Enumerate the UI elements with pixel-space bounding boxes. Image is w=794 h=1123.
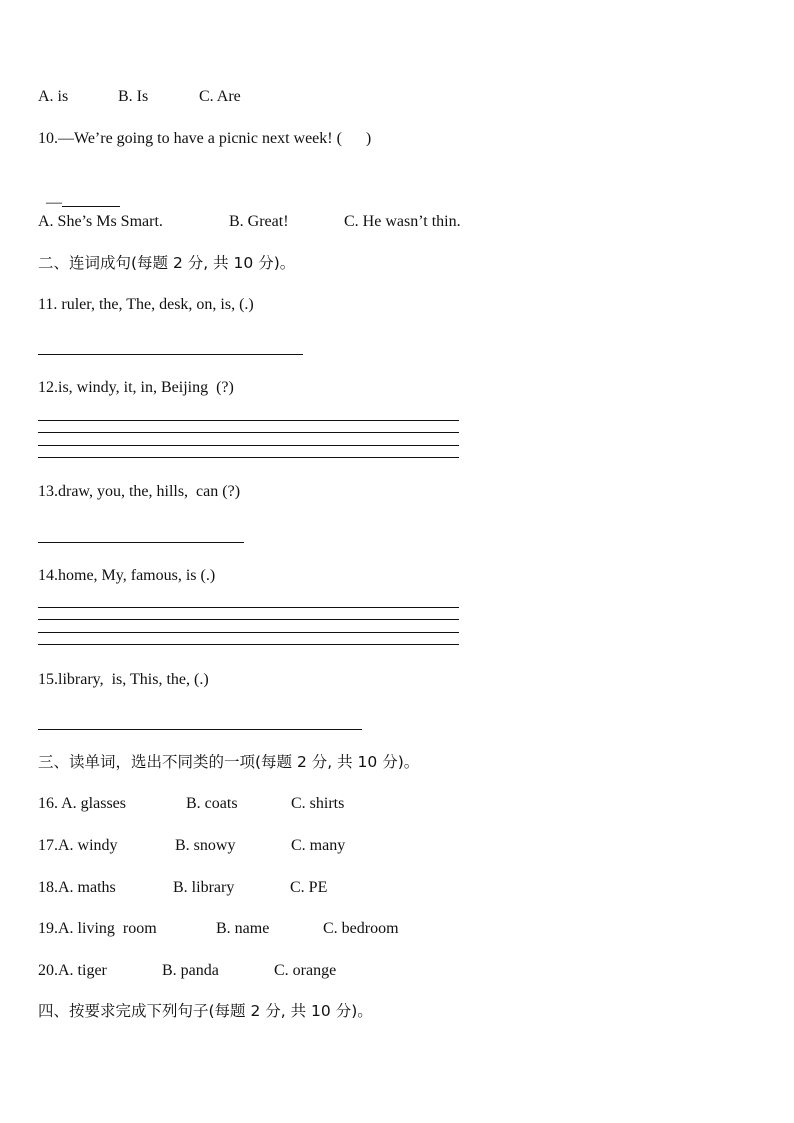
q16-option-b: B. coats <box>186 795 238 812</box>
q14-writing-line-4[interactable] <box>38 644 459 645</box>
q9-option-b: B. Is <box>118 88 149 105</box>
q14-prompt: 14.home, My, famous, is (.) <box>38 567 216 584</box>
q13-answer-line[interactable] <box>38 542 244 543</box>
section3-title: 三、读单词，选出不同类的一项(每题 2 分, 共 10 分)。 <box>38 753 420 771</box>
q20-option-a: 20.A. tiger <box>38 962 107 979</box>
q15-prompt: 15.library, is, This, the, (.) <box>38 671 209 688</box>
q12-writing-line-3[interactable] <box>38 445 459 446</box>
q19-option-a: 19.A. living room <box>38 920 157 937</box>
q17-option-b: B. snowy <box>175 837 236 854</box>
q12-writing-line-2[interactable] <box>38 432 459 433</box>
q19-option-c: C. bedroom <box>323 920 399 937</box>
section4-title: 四、按要求完成下列句子(每题 2 分, 共 10 分)。 <box>38 1002 373 1020</box>
q11-prompt: 11. ruler, the, The, desk, on, is, (.) <box>38 296 254 313</box>
q17-option-c: C. many <box>291 837 346 854</box>
q14-writing-line-3[interactable] <box>38 632 459 633</box>
q16-option-c: C. shirts <box>291 795 345 812</box>
q15-answer-line[interactable] <box>38 729 362 730</box>
q18-option-c: C. PE <box>290 879 328 896</box>
q18-option-b: B. library <box>173 879 235 896</box>
q13-prompt: 13.draw, you, the, hills, can (?) <box>38 483 241 500</box>
q14-writing-line-1[interactable] <box>38 607 459 608</box>
q10-option-a: A. She’s Ms Smart. <box>38 213 163 230</box>
q11-answer-line[interactable] <box>38 354 303 355</box>
q9-option-a: A. is <box>38 88 69 105</box>
q18-option-a: 18.A. maths <box>38 879 116 896</box>
q10-reply-dash: — <box>46 194 62 211</box>
q19-option-b: B. name <box>216 920 270 937</box>
q10-answer-blank[interactable] <box>62 190 120 207</box>
q10-reply <box>38 170 120 213</box>
q17-option-a: 17.A. windy <box>38 837 118 854</box>
section2-title: 二、连词成句(每题 2 分, 共 10 分)。 <box>38 254 296 272</box>
q14-writing-line-2[interactable] <box>38 619 459 620</box>
q10-option-b: B. Great! <box>229 213 289 230</box>
q9-option-c: C. Are <box>199 88 241 105</box>
q20-option-c: C. orange <box>274 962 337 979</box>
q16-option-a: 16. A. glasses <box>38 795 126 812</box>
q12-writing-line-1[interactable] <box>38 420 459 421</box>
q10-prompt: 10.—We’re going to have a picnic next week! ( ) <box>38 130 372 147</box>
q12-prompt: 12.is, windy, it, in, Beijing (?) <box>38 379 234 396</box>
q12-writing-line-4[interactable] <box>38 457 459 458</box>
q10-option-c: C. He wasn’t thin. <box>344 213 461 230</box>
q20-option-b: B. panda <box>162 962 219 979</box>
